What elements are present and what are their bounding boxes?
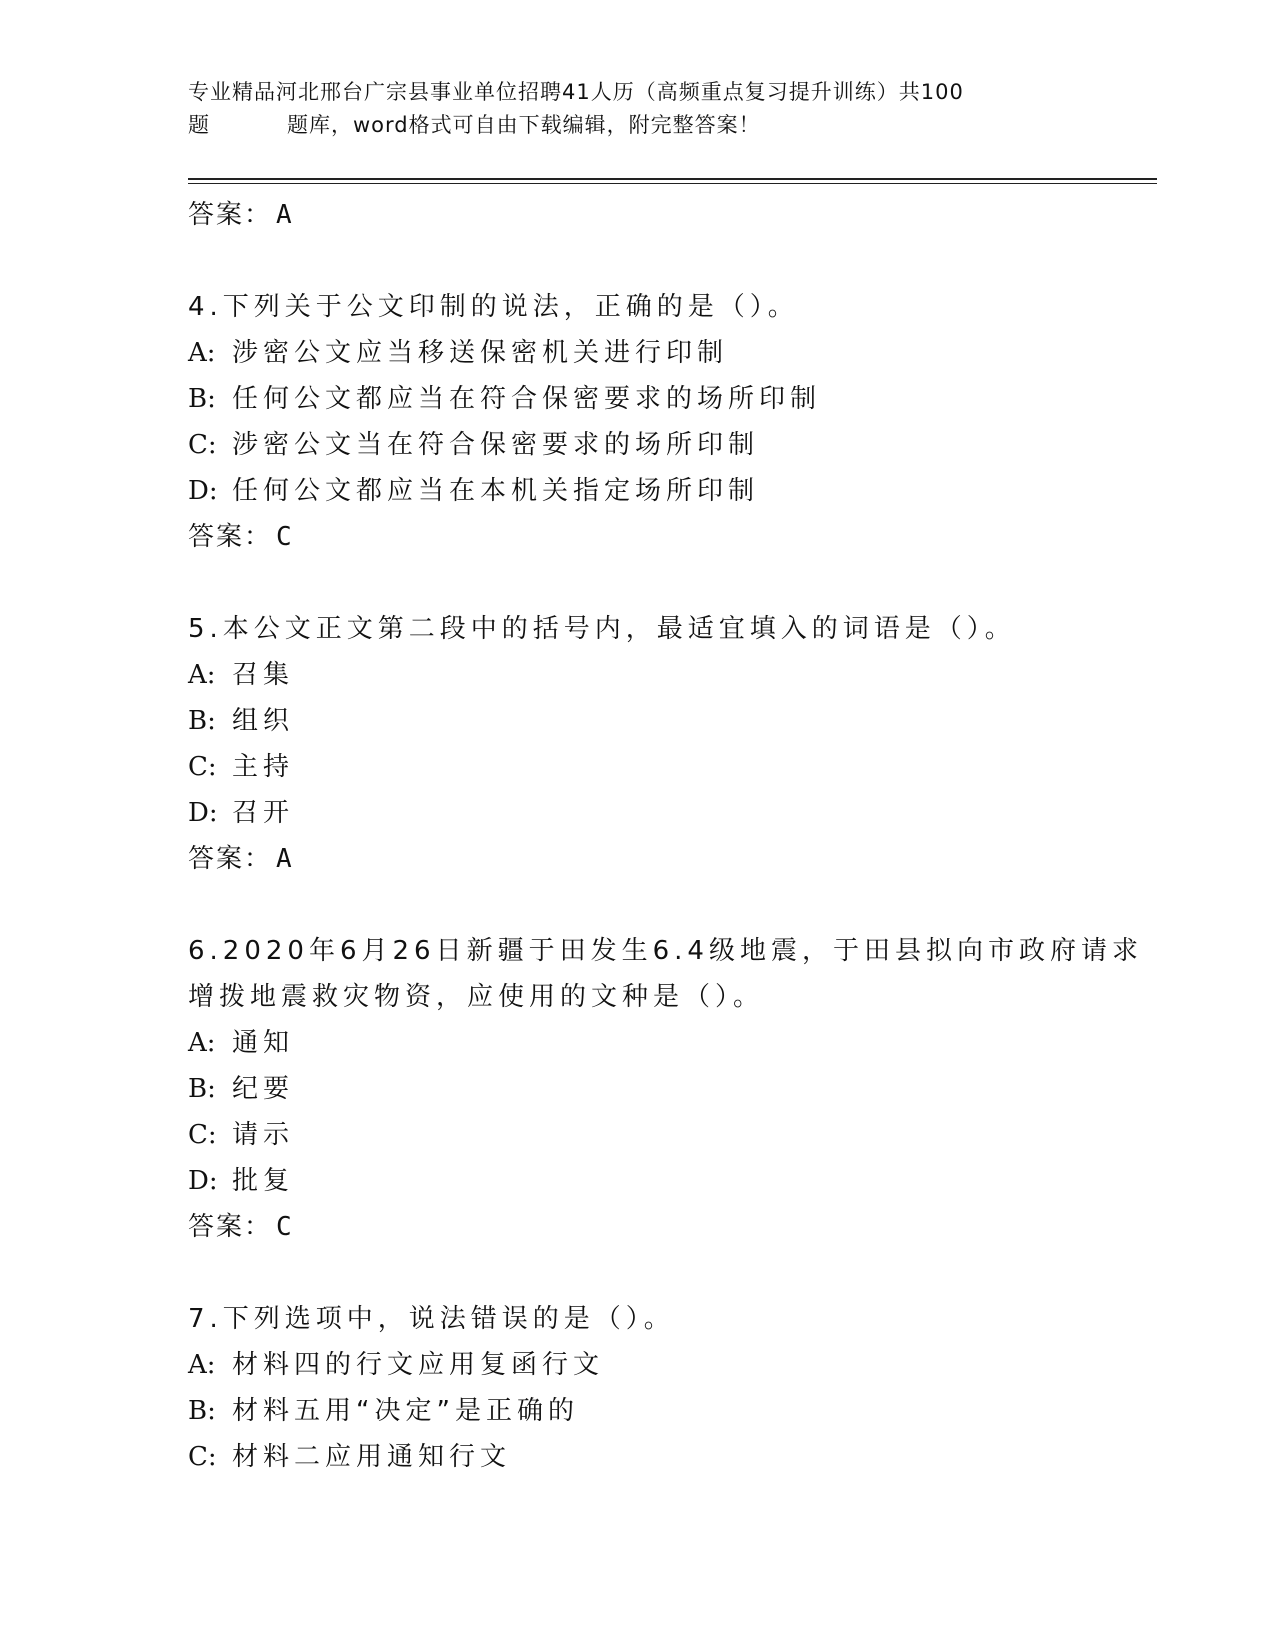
option-c bbox=[188, 1112, 1148, 1158]
option-d bbox=[188, 790, 1148, 836]
question-block bbox=[188, 1296, 1148, 1480]
answer-line bbox=[188, 836, 1148, 882]
question-stem: 7.下列选项中，说法错误的是（）。 bbox=[188, 1304, 675, 1334]
option-b bbox=[188, 1388, 1148, 1434]
answer-line bbox=[188, 514, 1148, 560]
question-block bbox=[188, 928, 1148, 1250]
option-text: 通知 bbox=[232, 1028, 295, 1058]
option-c bbox=[188, 744, 1148, 790]
option-text: 请示 bbox=[232, 1120, 295, 1150]
option-text: 批复 bbox=[232, 1166, 295, 1196]
option-letter: C: bbox=[188, 752, 217, 782]
option-d bbox=[188, 468, 1148, 514]
option-text: 任何公文都应当在符合保密要求的场所印制 bbox=[232, 384, 822, 414]
option-letter: C: bbox=[188, 1120, 217, 1150]
option-b bbox=[188, 698, 1148, 744]
answer-label: 答案： bbox=[188, 1212, 273, 1242]
option-a bbox=[188, 652, 1148, 698]
option-d bbox=[188, 1158, 1148, 1204]
document-header bbox=[188, 76, 1068, 142]
option-letter: D: bbox=[188, 1166, 218, 1196]
option-letter: C: bbox=[188, 1442, 217, 1472]
header-title-line-2-rest: 题库，word格式可自由下载编辑，附完整答案！ bbox=[287, 113, 761, 137]
spacer bbox=[188, 560, 1148, 606]
option-text: 材料二应用通知行文 bbox=[232, 1442, 512, 1472]
answer-value: A bbox=[276, 200, 294, 230]
question-block bbox=[188, 284, 1148, 560]
header-divider-thick bbox=[188, 178, 1157, 180]
spacer bbox=[188, 882, 1148, 928]
option-letter: B: bbox=[188, 1396, 216, 1426]
answer-line bbox=[188, 192, 1148, 238]
answer-label: 答案： bbox=[188, 844, 273, 874]
header-title-line-2-lead: 题 bbox=[188, 113, 210, 137]
option-text: 涉密公文应当移送保密机关进行印制 bbox=[232, 338, 729, 368]
header-divider-thin bbox=[188, 183, 1157, 184]
header-title-line-1: 专业精品河北邢台广宗县事业单位招聘41人历（高频重点复习提升训练）共100 bbox=[188, 80, 964, 104]
question-stem: 4.下列关于公文印制的说法，正确的是（）。 bbox=[188, 292, 799, 322]
option-letter: D: bbox=[188, 798, 218, 828]
option-b bbox=[188, 1066, 1148, 1112]
option-a bbox=[188, 1342, 1148, 1388]
option-text: 任何公文都应当在本机关指定场所印制 bbox=[232, 476, 760, 506]
option-letter: A: bbox=[188, 1350, 216, 1380]
option-text: 涉密公文当在符合保密要求的场所印制 bbox=[232, 430, 760, 460]
option-a bbox=[188, 1020, 1148, 1066]
answer-label: 答案： bbox=[188, 200, 273, 230]
answer-value: C bbox=[276, 522, 294, 552]
option-c bbox=[188, 1434, 1148, 1480]
option-letter: B: bbox=[188, 706, 216, 736]
option-a bbox=[188, 330, 1148, 376]
option-letter: B: bbox=[188, 384, 216, 414]
option-text: 召集 bbox=[232, 660, 295, 690]
spacer bbox=[188, 1250, 1148, 1296]
option-letter: B: bbox=[188, 1074, 216, 1104]
answer-label: 答案： bbox=[188, 522, 273, 552]
question-stem: 5.本公文正文第二段中的括号内，最适宜填入的词语是（）。 bbox=[188, 614, 1016, 644]
option-text: 召开 bbox=[232, 798, 295, 828]
option-text: 材料四的行文应用复函行文 bbox=[232, 1350, 605, 1380]
option-letter: D: bbox=[188, 476, 218, 506]
option-letter: C: bbox=[188, 430, 217, 460]
header-title-line-2 bbox=[188, 109, 1068, 142]
option-letter: A: bbox=[188, 1028, 216, 1058]
option-text: 主持 bbox=[232, 752, 295, 782]
answer-line bbox=[188, 1204, 1148, 1250]
document-body bbox=[188, 192, 1148, 1480]
option-text: 组织 bbox=[232, 706, 295, 736]
option-text: 纪要 bbox=[232, 1074, 295, 1104]
spacer bbox=[188, 238, 1148, 284]
question-block bbox=[188, 606, 1148, 882]
option-letter: A: bbox=[188, 660, 216, 690]
answer-value: A bbox=[276, 844, 294, 874]
option-b bbox=[188, 376, 1148, 422]
answer-value: C bbox=[276, 1212, 294, 1242]
option-c bbox=[188, 422, 1148, 468]
question-stem: 6.2020年6月26日新疆于田发生6.4级地震，于田县拟向市政府请求增拨地震救灾物资，应使用的文种是（）。 bbox=[188, 936, 1143, 1012]
option-letter: A: bbox=[188, 338, 216, 368]
option-text: 材料五用“决定”是正确的 bbox=[232, 1396, 579, 1426]
